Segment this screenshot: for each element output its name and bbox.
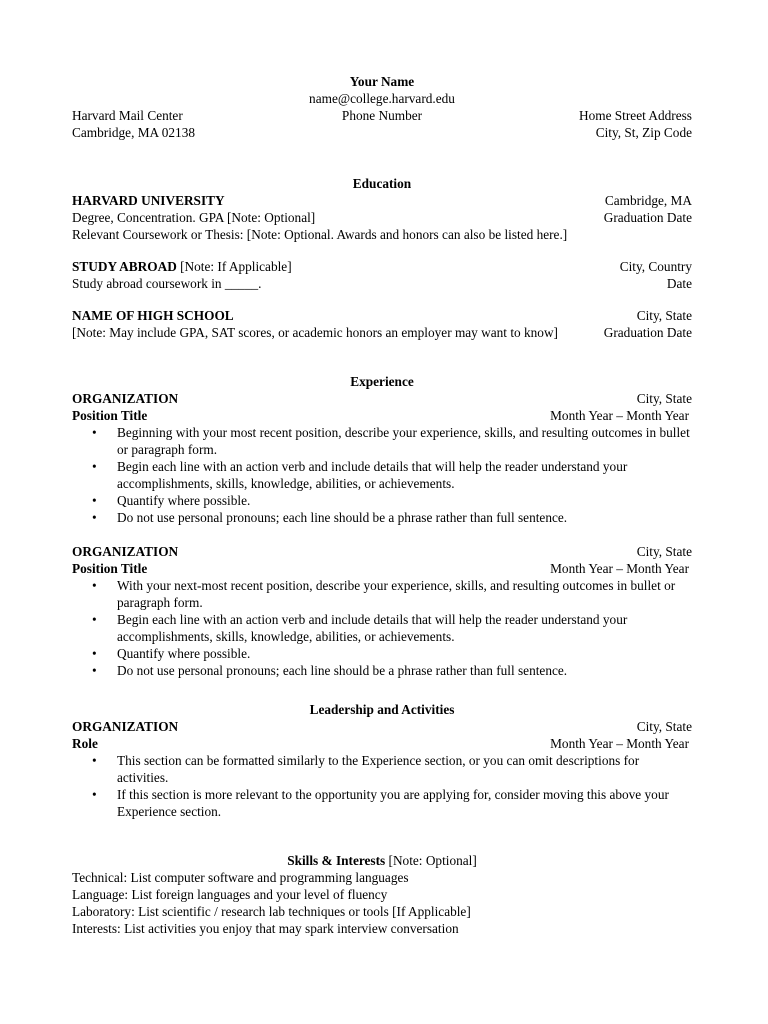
organization-name: ORGANIZATION <box>72 544 179 559</box>
high-school-row <box>72 307 692 324</box>
header-address-row-1 <box>72 107 692 124</box>
bullet-item <box>72 509 692 526</box>
bullet-text: With your next-most recent position, describe your experience, skills, and resulting outcomes in bullet or paragraph form. <box>117 578 676 610</box>
role-dates: Month Year – Month Year <box>550 736 689 751</box>
experience-bullets <box>72 577 692 679</box>
bullet-glyph: • <box>92 493 97 508</box>
bullet-item <box>72 424 692 458</box>
organization-location: City, State <box>636 719 692 734</box>
graduation-date: Graduation Date <box>603 210 692 225</box>
abroad-row <box>72 258 692 275</box>
skills-language: Language: List foreign languages and your level of fluency <box>72 887 388 902</box>
harvard-location: Cambridge, MA <box>604 193 692 208</box>
position-title: Position Title <box>72 561 148 576</box>
bullet-glyph: • <box>92 753 97 768</box>
bullet-item <box>72 458 692 492</box>
position-dates: Month Year – Month Year <box>550 561 689 576</box>
bullet-text: Beginning with your most recent position, describe your experience, skills, and resulting outcomes in bullet or paragraph form. <box>117 425 690 457</box>
role-title: Role <box>72 736 98 751</box>
skills-heading-row <box>72 852 692 869</box>
high-school-note-row <box>72 324 692 341</box>
org-row <box>72 390 692 407</box>
degree-text: Degree, Concentration. GPA [Note: Optional] <box>72 210 316 225</box>
resume-header <box>72 73 692 141</box>
bullet-text: If this section is more relevant to the opportunity you are applying for, consider moving this above your Experience section. <box>117 787 669 819</box>
leadership-bullets <box>72 752 692 820</box>
abroad-coursework: Study abroad coursework in _____. <box>72 276 262 291</box>
school-city-zip: Cambridge, MA 02138 <box>72 125 195 140</box>
bullet-glyph: • <box>92 646 97 661</box>
organization-location: City, State <box>636 391 692 406</box>
abroad-note: [Note: If Applicable] <box>176 259 292 274</box>
harvard-name: HARVARD UNIVERSITY <box>72 193 225 208</box>
bullet-text: Do not use personal pronouns; each line should be a phrase rather than full sentence. <box>117 663 568 678</box>
org-row <box>72 543 692 560</box>
abroad-date: Date <box>666 276 692 291</box>
coursework-text: Relevant Coursework or Thesis: [Note: Optional. Awards and honors can also be listed here.] <box>72 227 568 242</box>
bullet-item <box>72 645 692 662</box>
bullet-glyph: • <box>92 612 97 627</box>
mail-center: Harvard Mail Center <box>72 108 183 123</box>
bullet-glyph: • <box>92 425 97 440</box>
experience-bullets <box>72 424 692 526</box>
skills-technical: Technical: List computer software and programming languages <box>72 870 409 885</box>
abroad-coursework-row <box>72 275 692 292</box>
high-school-date: Graduation Date <box>603 325 692 340</box>
bullet-item <box>72 662 692 679</box>
bullet-text: This section can be formatted similarly to the Experience section, or you can omit descriptions for activities. <box>117 753 640 785</box>
position-row <box>72 560 692 577</box>
education-section <box>72 175 692 341</box>
high-school-name: NAME OF HIGH SCHOOL <box>72 308 234 323</box>
organization-name: ORGANIZATION <box>72 391 179 406</box>
degree-row <box>72 209 692 226</box>
organization-location: City, State <box>636 544 692 559</box>
skills-laboratory: Laboratory: List scientific / research lab techniques or tools [If Applicable] <box>72 904 471 919</box>
experience-entry-2 <box>72 543 692 679</box>
bullet-item <box>72 577 692 611</box>
position-title: Position Title <box>72 408 148 423</box>
harvard-row <box>72 192 692 209</box>
bullet-glyph: • <box>92 459 97 474</box>
phone-number: Phone Number <box>341 108 423 123</box>
applicant-email: name@college.harvard.edu <box>309 91 455 106</box>
bullet-text: Do not use personal pronouns; each line should be a phrase rather than full sentence. <box>117 510 568 525</box>
leadership-heading: Leadership and Activities <box>309 702 455 717</box>
position-dates: Month Year – Month Year <box>550 408 689 423</box>
bullet-glyph: • <box>92 787 97 802</box>
experience-entry-1 <box>72 390 692 526</box>
bullet-item <box>72 752 692 786</box>
experience-heading: Experience <box>350 374 414 389</box>
home-address: Home Street Address <box>578 108 692 123</box>
skills-section <box>72 852 692 937</box>
bullet-text: Begin each line with an action verb and include details that will help the reader understand your accomplishments, skills, knowledge, abilities, or achievements. <box>117 612 628 644</box>
abroad-title <box>72 258 292 275</box>
bullet-text: Quantify where possible. <box>117 493 251 508</box>
bullet-text: Quantify where possible. <box>117 646 251 661</box>
org-row <box>72 718 692 735</box>
bullet-item <box>72 786 692 820</box>
education-heading: Education <box>352 176 412 191</box>
skills-heading: Skills & Interests <box>287 853 386 868</box>
bullet-text: Begin each line with an action verb and include details that will help the reader understand your accomplishments, skills, knowledge, abilities, or achievements. <box>117 459 628 491</box>
bullet-glyph: • <box>92 578 97 593</box>
high-school-note: [Note: May include GPA, SAT scores, or academic honors an employer may want to know] <box>72 325 558 340</box>
bullet-glyph: • <box>92 663 97 678</box>
bullet-item <box>72 611 692 645</box>
skills-heading-note: [Note: Optional] <box>385 853 477 868</box>
skills-interests: Interests: List activities you enjoy that may spark interview conversation <box>72 921 459 936</box>
role-row <box>72 735 692 752</box>
abroad-location: City, Country <box>619 259 692 274</box>
abroad-name: STUDY ABROAD <box>72 259 177 274</box>
applicant-name: Your Name <box>349 74 415 89</box>
bullet-item <box>72 492 692 509</box>
experience-section <box>72 373 692 679</box>
home-city-zip: City, St, Zip Code <box>595 125 692 140</box>
position-row <box>72 407 692 424</box>
high-school-location: City, State <box>636 308 692 323</box>
organization-name: ORGANIZATION <box>72 719 179 734</box>
header-address-row-2 <box>72 124 692 141</box>
bullet-glyph: • <box>92 510 97 525</box>
leadership-section <box>72 701 692 820</box>
